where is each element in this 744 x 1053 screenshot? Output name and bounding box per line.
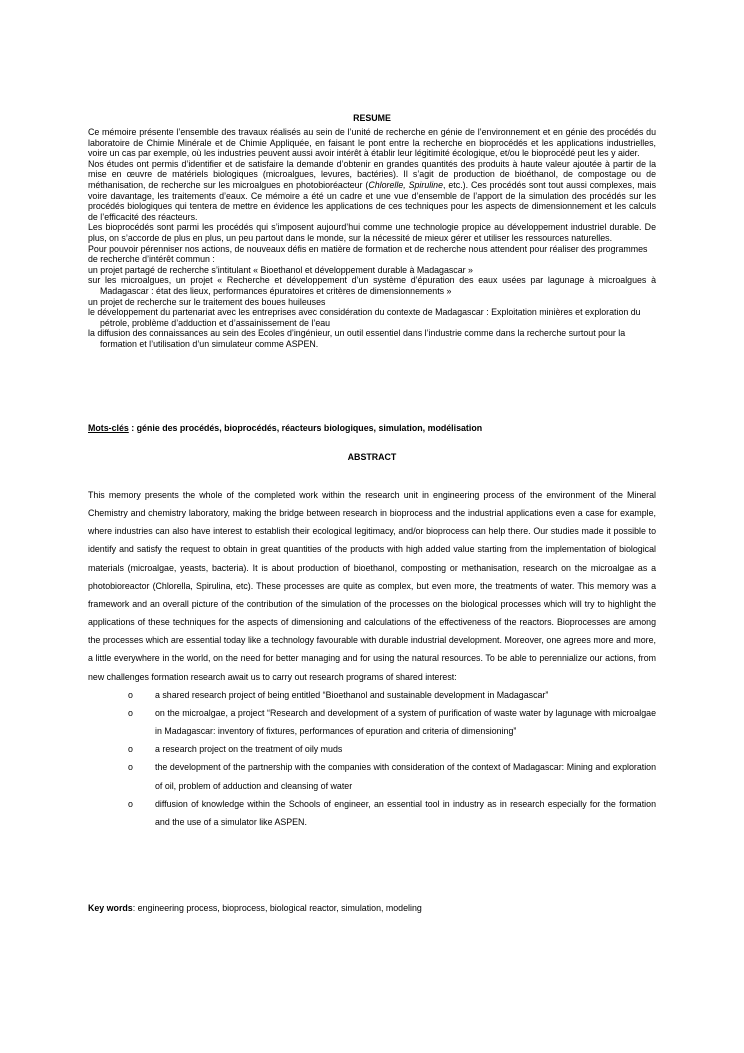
- bullet-icon: o: [128, 744, 133, 755]
- abstract-paragraph: This memory presents the whole of the completed work within the research unit in engineering process of the environment of the Mineral Chemistry and chemistry laboratory, making the bridge between research in bioprocess and the industrial applications even a case for example, where industries can also have interest to establish their ecological legitimacy, and/or bioprocess can help there. Our studies made it possible to identify and satisfy the request to obtain in great quantities of the products with high added value starting from the implementation of biological materials (microalgae, yeasts, bacteria). It is about production of bioethanol, composting or methanisation, research on the microalgae as a photobioreactor (Chlorella, Spirulina, etc). These processes are quite as complex, but even more, the treatments of water. This memory was a framework and an overall picture of the contribution of the simulation of the processes on the biological processes which will try to highlight the applications of these techniques for the aspects of dimensioning and calculations of the effectiveness of the reactors. Bioprocesses are among the processes which are essential today like a technology favourable with durable industrial development. Moreover, one agrees more and more, a little everywhere in the world, on the need for better managing and for using the natural resources. To be able to perennialize our actions, from new challenges formation research await us to carry out research programs of shared interest:: [88, 490, 656, 682]
- abstract-list-item: [88, 686, 656, 704]
- abstract-list-item: [88, 704, 656, 740]
- abstract-list-item: [88, 795, 656, 831]
- bullet-icon: o: [128, 707, 133, 718]
- resume-paragraph-4: Pour pouvoir pérenniser nos actions, de nouveaux défis en matière de formation et de recherche nous attendent pour réaliser des programmes de recherche d’intérêt commun :: [88, 243, 648, 265]
- resume-paragraph-2: [88, 159, 656, 223]
- abstract-keywords: [88, 903, 656, 913]
- resume-body: [88, 127, 656, 349]
- abstract-list-item-text: a research project on the treatment of oily muds: [155, 744, 343, 755]
- resume-paragraph-1: Ce mémoire présente l’ensemble des travaux réalisés au sein de l’unité de recherche en génie de l’environnement et en génie des procédés du laboratoire de Chimie Minérale et de Chimie Appliquée, en faisant le pont entre la recherche en bioprocédés et les applications industrielles, voire un cas par exemple, où les industries peuvent aussi avoir intérêt à établir leur légitimité écologique, et/ou le bioprocédé peut les y aider.: [88, 127, 656, 159]
- resume-keywords-text: : génie des procédés, bioprocédés, réacteurs biologiques, simulation, modélisation: [128, 423, 483, 433]
- resume-paragraph-2-a: Nos études ont permis d’identifier et de satisfaire la demande d’obtenir en grandes quantités des produits à haute valeur ajoutée à partir de la mise en œuvre de matériels biologiques (microalgues, levures, bactéries). Il s’agit de production de bioéthanol, de compostage ou de méthanisation, de recherche sur les microalgues en photobioréacteur (: [88, 158, 656, 190]
- resume-list-item: le développement du partenariat avec les entreprises avec considération du contexte de Madagascar : Exploitation minières et exploration du pétrole, problème d’adduction et d’assainissement de l’eau: [88, 307, 641, 328]
- abstract-list-item-text: diffusion of knowledge within the Schools of engineer, an essential tool in industry as in research especially for the formation and the use of a simulator like ASPEN.: [155, 798, 656, 827]
- resume-paragraph-3: Les bioprocédés sont parmi les procédés qui s’imposent aujourd’hui comme une technologie propice au développement industriel durable. De plus, on s’accorde de plus en plus, un peu partout dans le monde, sur la nécessité de mieux gérer et utiliser les ressources naturelles.: [88, 222, 656, 243]
- resume-list-item: un projet partagé de recherche s’intitulant « Bioethanol et développement durable à Madagascar »: [88, 264, 473, 275]
- resume-keywords: [88, 423, 656, 433]
- resume-keywords-label: Mots-clés: [88, 423, 129, 433]
- abstract-list-item-text: the development of the partnership with the companies with consideration of the context of Madagascar: Mining and exploration of oil, problem of adduction and cleansing of water: [155, 762, 656, 791]
- bullet-icon: o: [128, 689, 133, 700]
- abstract-keywords-text: : engineering process, bioprocess, biological reactor, simulation, modeling: [132, 903, 422, 913]
- abstract-list-item: [88, 740, 656, 758]
- resume-list-item: sur les microalgues, un projet « Recherche et développement d’un système d’épuration des eaux usées par lagunage à microalgues à Madagascar : état des lieux, performances épuratoires et critères de dimensionnements »: [88, 275, 656, 296]
- bullet-icon: o: [128, 798, 133, 809]
- abstract-body: [88, 486, 656, 831]
- resume-paragraph-2-species: Chlorelle, Spiruline: [368, 179, 444, 190]
- abstract-title: ABSTRACT: [347, 452, 397, 462]
- resume-paragraph-2-b: , etc.). Ces procédés sont tout aussi complexes, mais voire davantage, les traitements d’eaux. Ce mémoire a été un cadre et une vue d’ensemble de l’apport de la simulation des procédés sur les procédés biologiques qui tentera de mettre en évidence les applications de ces techniques pour les aspects de dimensionnement et les calculs de l’efficacité des réacteurs.: [88, 179, 656, 222]
- abstract-list-item: [88, 758, 656, 794]
- abstract-list: [88, 686, 656, 831]
- abstract-keywords-label: Key words: [88, 903, 133, 913]
- resume-list-item: la diffusion des connaissances au sein des Ecoles d’ingénieur, un outil essentiel dans l’industrie comme dans la recherche surtout pour la formation et l’utilisation d’un simulateur comme ASPEN.: [88, 328, 626, 349]
- resume-title: RESUME: [353, 113, 391, 123]
- abstract-list-item-text: on the microalgae, a project “Research and development of a system of purification of waste water by lagunage with microalgae in Madagascar: inventory of fixtures, performances of epuration and criteria of dimensioning”: [155, 707, 656, 737]
- bullet-icon: o: [128, 762, 133, 773]
- resume-list-item: un projet de recherche sur le traitement des boues huileuses: [88, 296, 326, 307]
- abstract-list-item-text: a shared research project of being entitled “Bioethanol and sustainable development in Madagascar”: [155, 689, 549, 700]
